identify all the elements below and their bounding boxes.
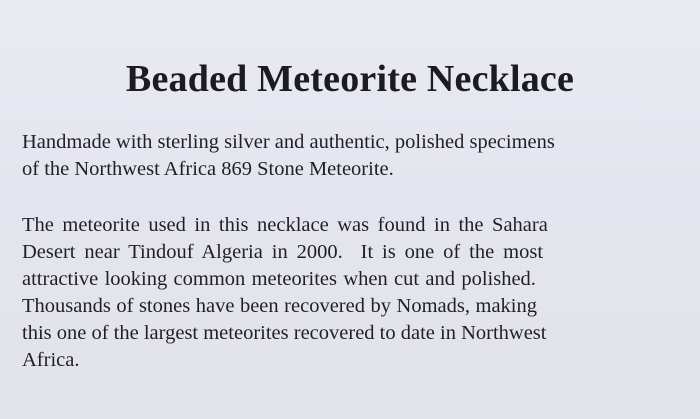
description-line-6: Africa. <box>22 349 80 371</box>
description-line-2: Desert near Tindouf Algeria in 2000. It is one of the most <box>22 241 544 263</box>
description-line-3: attractive looking common meteorites when cut and polished. <box>22 268 536 290</box>
description-paragraph <box>22 212 548 374</box>
description-line-5: this one of the largest meteorites recovered to date in Northwest <box>22 322 547 344</box>
description-line-4: Thousands of stones have been recovered by Nomads, making <box>22 295 537 317</box>
intro-line-2: of the Northwest Africa 869 Stone Meteorite. <box>22 158 394 180</box>
intro-line-1: Handmade with sterling silver and authentic, polished specimens <box>22 131 555 153</box>
intro-paragraph <box>22 129 555 183</box>
description-line-1: The meteorite used in this necklace was found in the Sahara <box>22 214 548 236</box>
page-title: Beaded Meteorite Necklace <box>125 58 575 100</box>
